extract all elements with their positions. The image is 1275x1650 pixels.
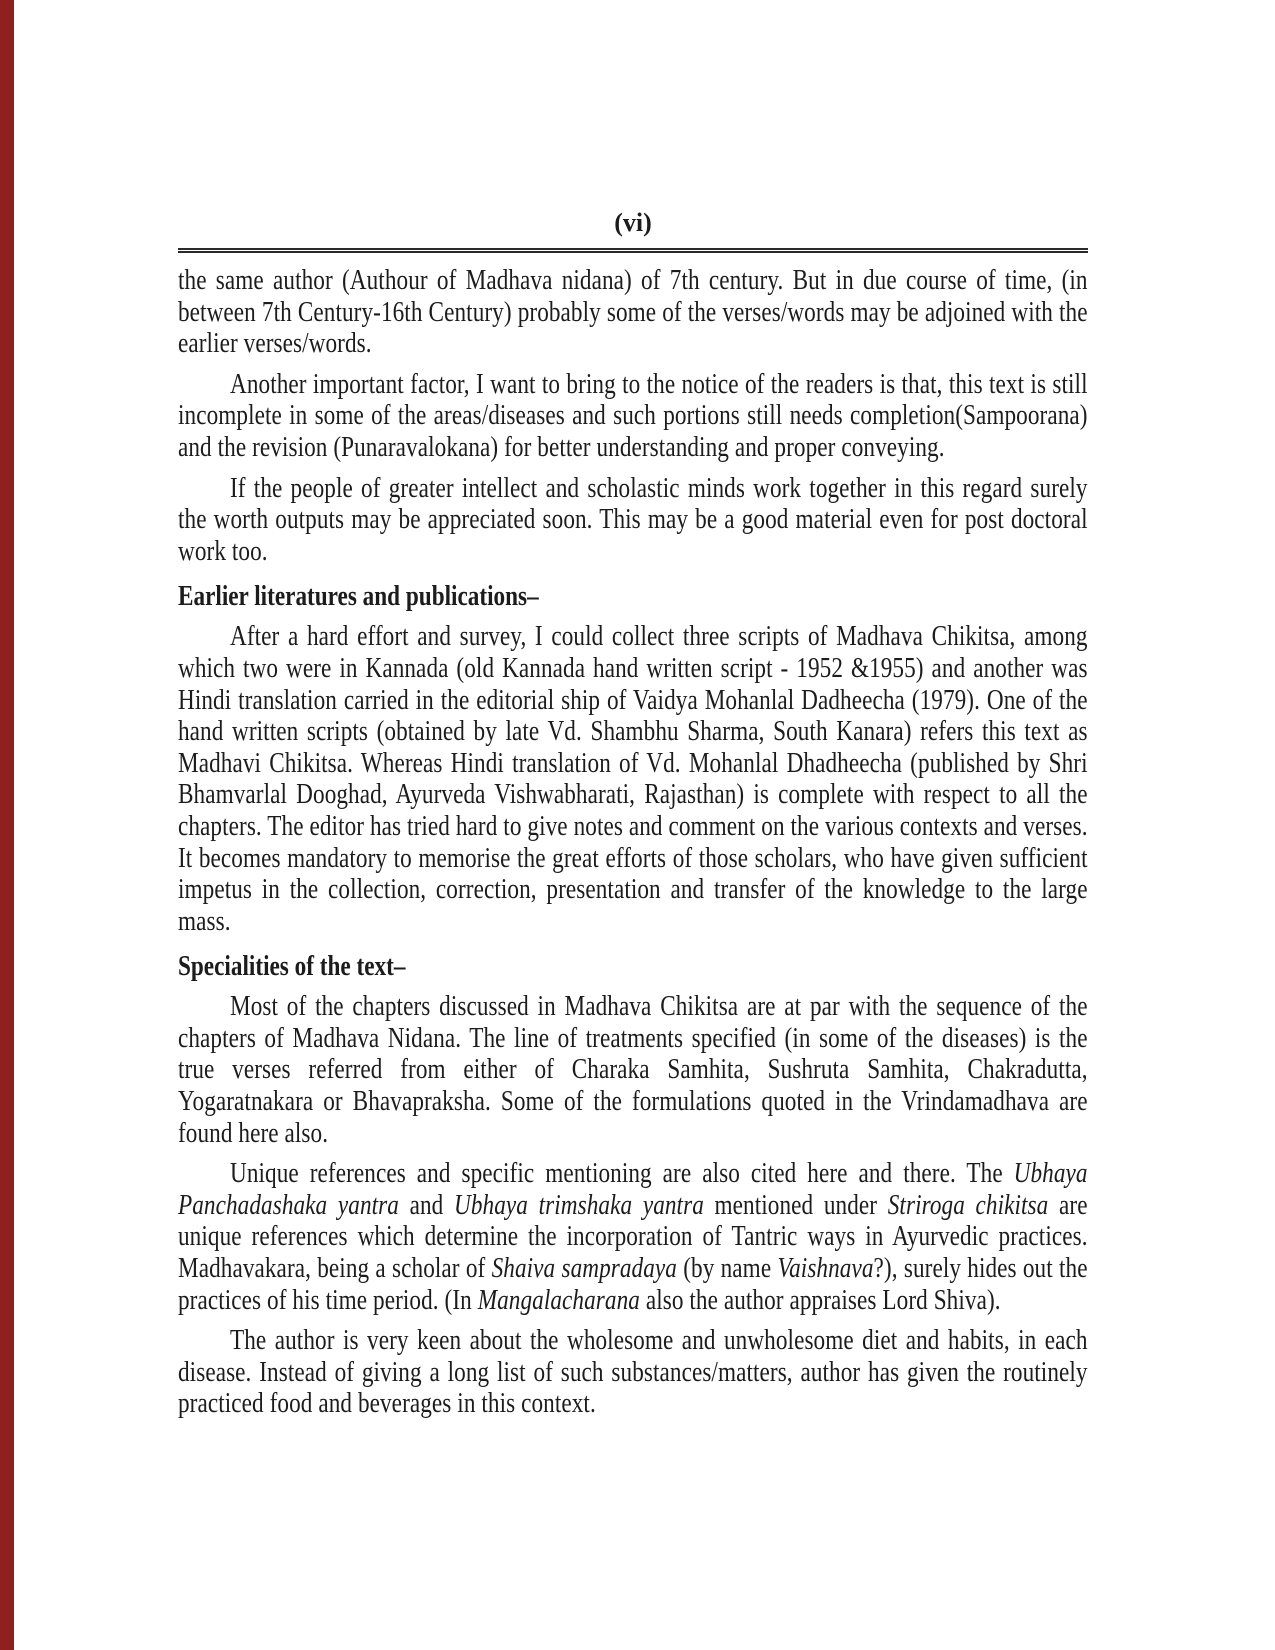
text-run: After a hard effort and survey, I could collect three scripts of Madhava Chikitsa, among which two were in Kannada (old Kannada hand written script - 1952 &1955) and another was Hindi translation carried in the editorial ship of Vaidya Mohanlal Dadheecha (1979). One of the hand written scripts (obtained by late Vd. Shambhu Sharma, South Kanara) refers this text as Madhavi Chikitsa. Whereas Hindi translation of Vd. Mohanlal Dhadheecha (published by Shri Bhamvarlal Dooghad, Ayurveda Vishwabharati, Rajasthan) is complete with respect to all the chapters. The editor has tried hard to give notes and comment on the various contexts and verses. It becomes mandatory to memorise the great efforts of those scholars, who have given sufficient impetus in the collection, correction, presentation and transfer of the knowledge to the large mass. <box>178 620 1088 937</box>
text-run: If the people of greater intellect and scholastic minds work together in this regard surely the worth outputs may be appreciated soon. This may be a good material even for post doctoral work too. <box>178 471 1088 567</box>
text-run: are unique references which determine the incorporation of Tantric ways in Ayurvedic practices. Madhavakara, being a scholar of <box>178 1188 1088 1285</box>
text-run: Most of the chapters discussed in Madhava Chikitsa are at par with the sequence of the chapters of Madhava Nidana. The line of treatments specified (in some of the diseases) is the true verses referred from either of Charaka Samhita, Sushruta Samhita, Chakradutta, Yogaratnakara or Bhavapraksha. Some of the formulations quoted in the Vrindamadhava are found here also. <box>178 990 1088 1149</box>
body-paragraph <box>178 1325 1088 1420</box>
body-paragraph <box>178 473 1088 568</box>
page-number: (vi) <box>614 208 652 237</box>
body-paragraph <box>178 1158 1088 1316</box>
body-paragraph <box>178 991 1088 1149</box>
body-paragraph <box>178 265 1088 360</box>
page-header <box>178 208 1088 253</box>
italic-term: Shaiva sampradaya <box>491 1252 677 1285</box>
text-run: ?), surely hides out the practices of his time period. (In <box>178 1252 1088 1316</box>
italic-term: Ubhaya Panchadashaka yantra <box>178 1157 1088 1221</box>
text-run: Unique references and specific mentioning are also cited here and there. The <box>230 1157 1014 1190</box>
text-run: the same author (Authour of Madhava nidana) of 7th century. But in due course of time, (in between 7th Century-16th Century) probably some of the verses/words may be adjoined with the earlier verses/words. <box>178 264 1088 360</box>
body-paragraph <box>178 369 1088 464</box>
page-content <box>178 265 1088 1420</box>
italic-term: Mangalacharana <box>477 1283 640 1316</box>
section-heading: Specialities of the text– <box>178 950 406 983</box>
italic-term: Ubhaya trimshaka yantra <box>454 1188 704 1221</box>
text-run: also the author appraises Lord Shiva). <box>639 1283 1001 1316</box>
italic-term: Striroga chikitsa <box>887 1188 1049 1221</box>
text-run: Another important factor, I want to bring to the notice of the readers is that, this text is still incomplete in some of the areas/diseases and such portions still needs completion(Sampoorana) and the revision (Punaravalokana) for better understanding and proper conveying. <box>178 367 1088 463</box>
page-edge-bar <box>0 0 14 1650</box>
text-run: (by name <box>676 1252 778 1285</box>
text-run: The author is very keen about the wholesome and unwholesome diet and habits, in each disease. Instead of giving a long list of such substances/matters, author has given the routinely practiced food and beverages in this context. <box>178 1324 1088 1420</box>
text-run: mentioned under <box>703 1188 888 1221</box>
italic-term: Vaishnava <box>777 1252 874 1285</box>
text-run: and <box>398 1188 455 1221</box>
book-page <box>178 208 1088 1429</box>
section-heading: Earlier literatures and publications– <box>178 580 539 613</box>
header-rule <box>178 248 1088 253</box>
body-paragraph <box>178 621 1088 937</box>
